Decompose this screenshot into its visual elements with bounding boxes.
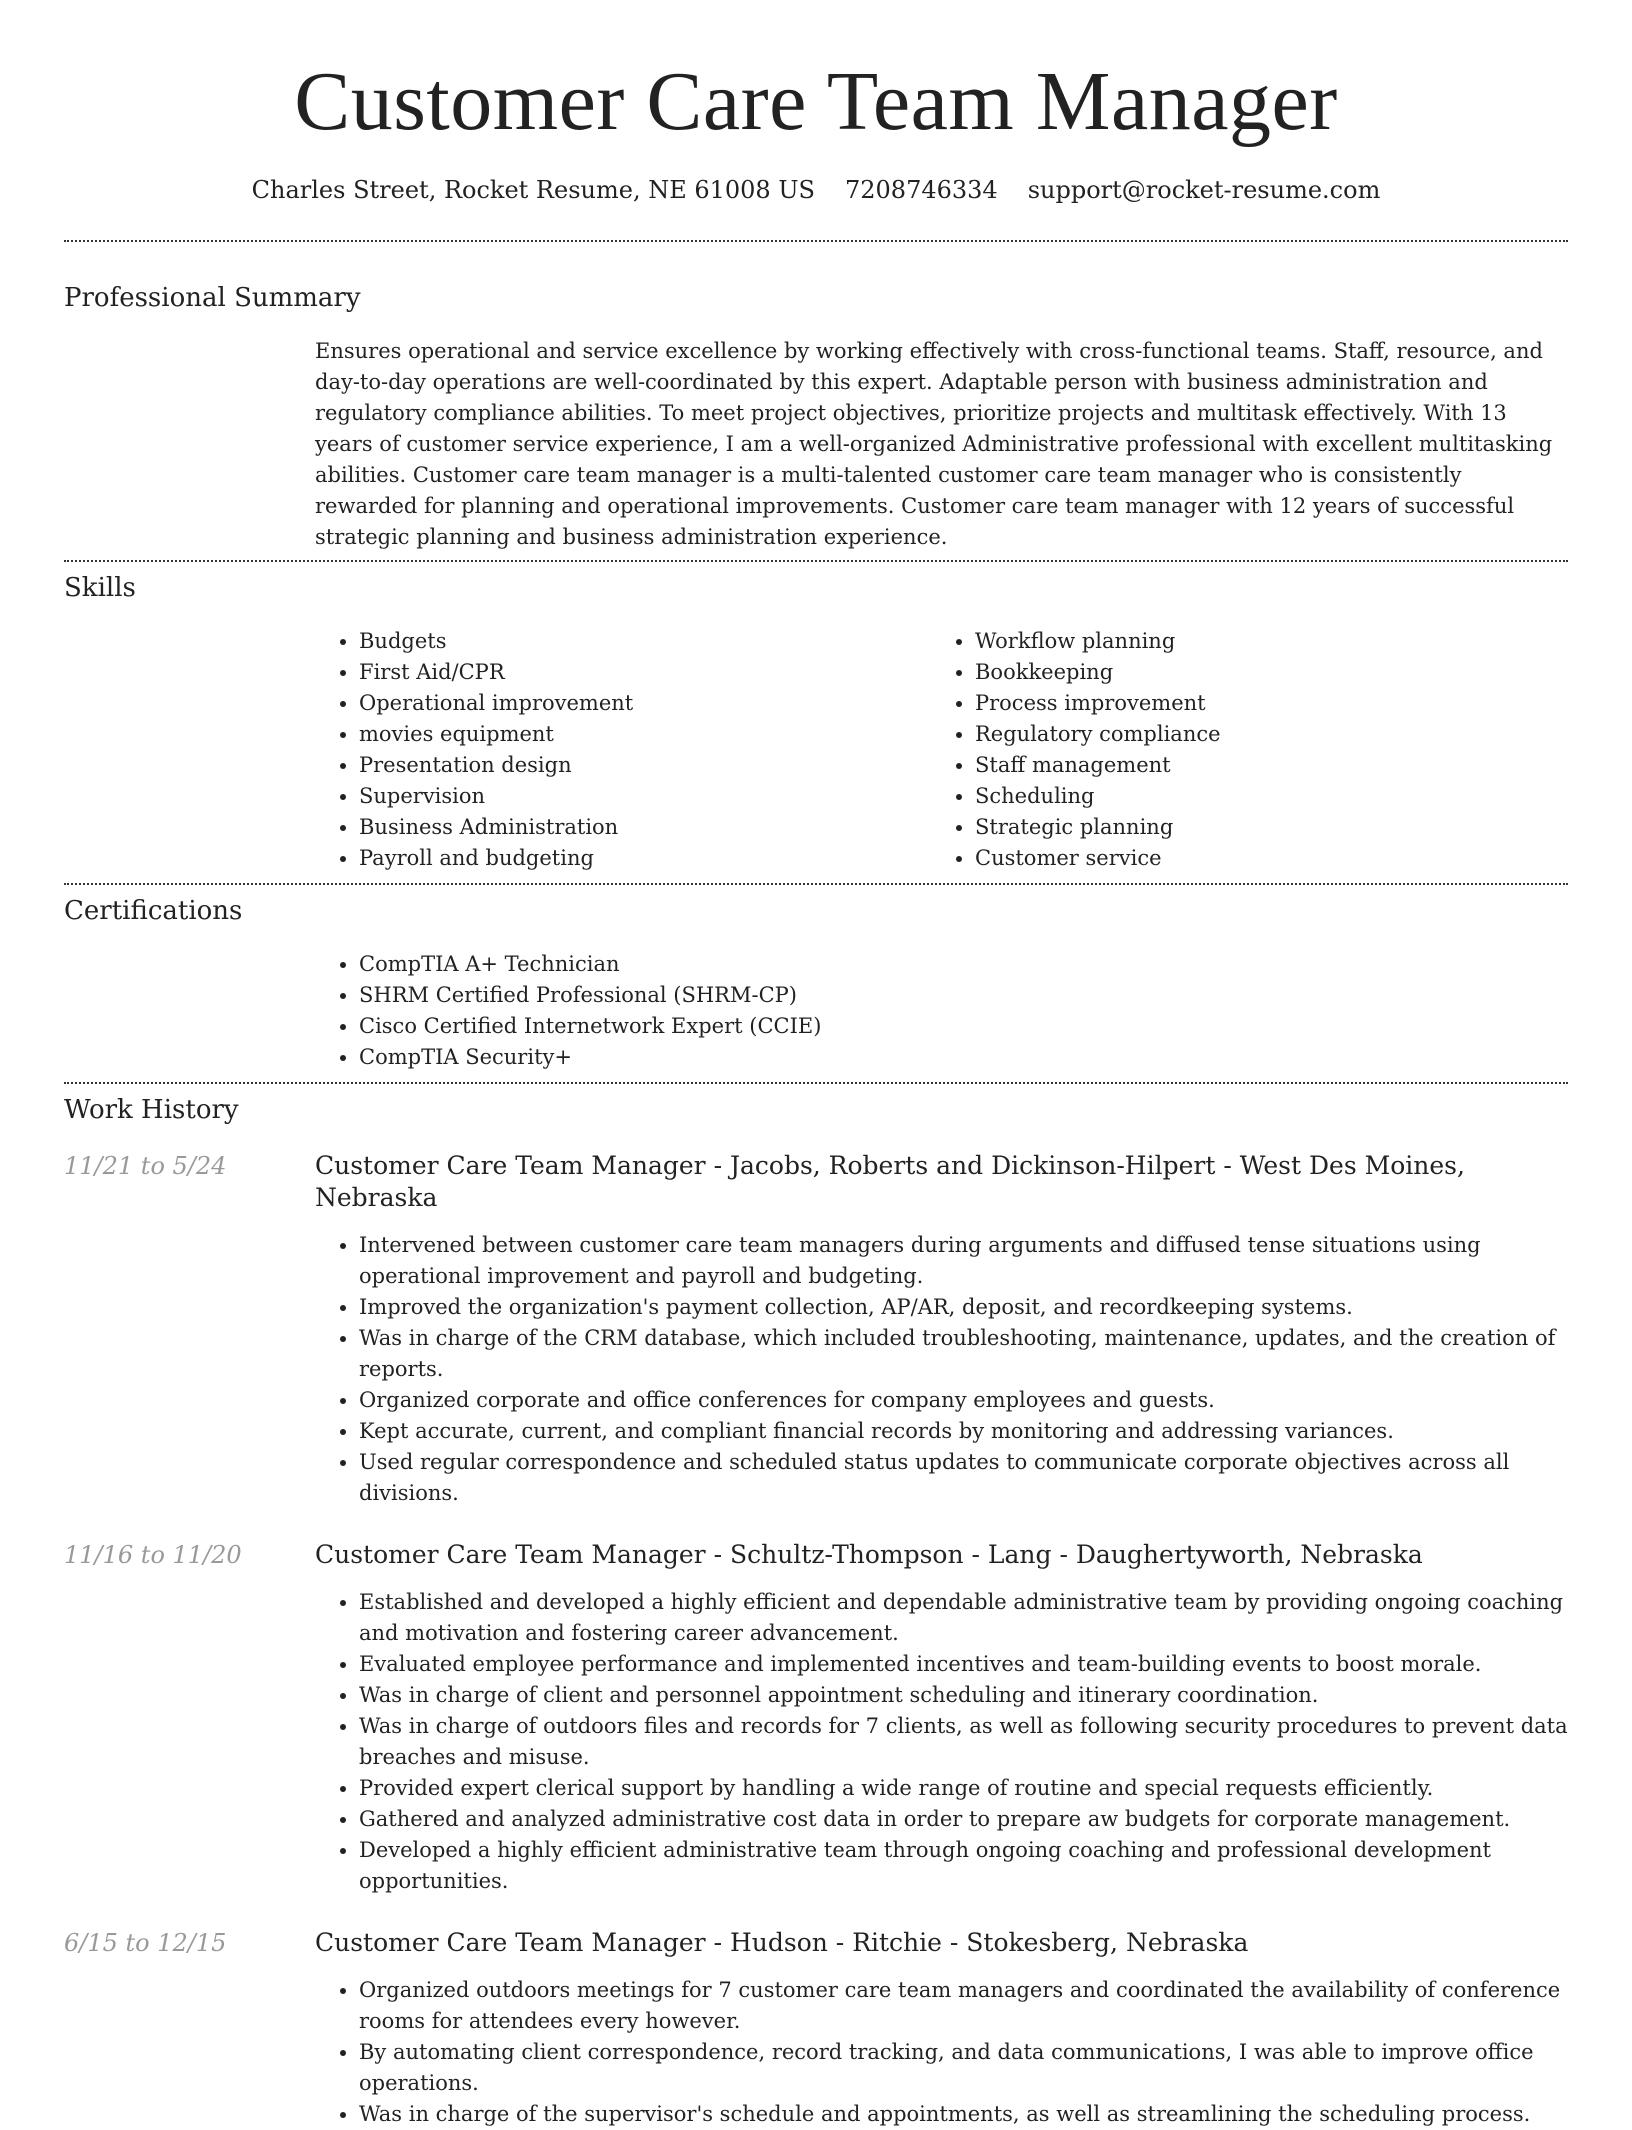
job-dates: 6/15 to 12/15 bbox=[64, 1929, 227, 1957]
job-bullet: • Improved the organization's payment collection, AP/AR, deposit, and recordkeeping systems. bbox=[359, 1292, 1568, 1323]
job-bullet: • Provided expert clerical support by handling a wide range of routine and special requests efficiently. bbox=[359, 1773, 1568, 1804]
job-header bbox=[64, 1150, 1568, 1214]
skill-item: • Staff management bbox=[975, 750, 1547, 781]
certifications-section bbox=[64, 885, 1568, 1073]
contact-phone: 7208746334 bbox=[845, 176, 998, 204]
certifications-list bbox=[315, 949, 1568, 1073]
job-header bbox=[64, 1539, 1568, 1571]
certifications-content bbox=[315, 949, 1568, 1073]
contact-email: support@rocket-resume.com bbox=[1027, 176, 1381, 204]
skill-item: • Presentation design bbox=[359, 750, 931, 781]
job-heading: Customer Care Team Manager - Schultz-Thompson - Lang - Daughertyworth, Nebraska bbox=[315, 1540, 1423, 1569]
work-history-heading: Work History bbox=[64, 1095, 239, 1125]
job-header bbox=[64, 1927, 1568, 1959]
certification-item: • CompTIA A+ Technician bbox=[359, 949, 1568, 980]
skill-item: • Supervision bbox=[359, 781, 931, 812]
skill-item: • Customer service bbox=[975, 843, 1547, 874]
job-bullet: • Organized corporate and office conferences for company employees and guests. bbox=[359, 1385, 1568, 1416]
skills-section bbox=[64, 562, 1568, 874]
summary-section bbox=[64, 242, 1568, 553]
skill-item: • Budgets bbox=[359, 626, 931, 657]
skills-list-right bbox=[931, 626, 1547, 874]
skill-item: • Scheduling bbox=[975, 781, 1547, 812]
job-bullets bbox=[315, 1975, 1568, 2130]
skills-heading: Skills bbox=[64, 573, 136, 603]
resume-name: Customer Care Team Manager bbox=[294, 55, 1338, 148]
job-entry bbox=[64, 1927, 1568, 2130]
job-heading: Customer Care Team Manager - Hudson - Ritchie - Stokesberg, Nebraska bbox=[315, 1928, 1249, 1957]
job-bullets bbox=[315, 1587, 1568, 1897]
skill-item: • Regulatory compliance bbox=[975, 719, 1547, 750]
certification-item: • CompTIA Security+ bbox=[359, 1042, 1568, 1073]
job-heading: Customer Care Team Manager - Jacobs, Roberts and Dickinson-Hilpert - West Des Moines, Nebraska bbox=[315, 1151, 1465, 1212]
skill-item: • Strategic planning bbox=[975, 812, 1547, 843]
job-bullet: • By automating client correspondence, record tracking, and data communications, I was able to improve office operations. bbox=[359, 2037, 1568, 2099]
job-bullet: • Gathered and analyzed administrative cost data in order to prepare aw budgets for corporate management. bbox=[359, 1804, 1568, 1835]
skill-item: • Business Administration bbox=[359, 812, 931, 843]
job-bullet: • Evaluated employee performance and implemented incentives and team-building events to boost morale. bbox=[359, 1649, 1568, 1680]
skill-item: • movies equipment bbox=[359, 719, 931, 750]
job-bullet-list bbox=[315, 1230, 1568, 1509]
skill-item: • Workflow planning bbox=[975, 626, 1547, 657]
job-bullet: • Used regular correspondence and scheduled status updates to communicate corporate objectives across all divisions. bbox=[359, 1447, 1568, 1509]
summary-text: Ensures operational and service excellence by working effectively with cross-functional teams. Staff, resource, and day-to-day operations are well-coordinated by this expert. Adaptable person with business administration and regulatory compliance abilities. To meet project objectives, prioritize projects and multitask effectively. With 13 years of customer service experience, I am a well-organized Administrative professional with excellent multitasking abilities. Customer care team manager is a multi-talented customer care team manager who is consistently rewarded for planning and operational improvements. Customer care team manager with 12 years of successful strategic planning and business administration experience. bbox=[315, 339, 1553, 549]
skill-item: • Payroll and budgeting bbox=[359, 843, 931, 874]
summary-content bbox=[315, 336, 1568, 553]
job-bullet: • Was in charge of client and personnel appointment scheduling and itinerary coordination. bbox=[359, 1680, 1568, 1711]
job-bullet: • Developed a highly efficient administrative team through ongoing coaching and professional development opportunities. bbox=[359, 1835, 1568, 1897]
certification-item: • Cisco Certified Internetwork Expert (CCIE) bbox=[359, 1011, 1568, 1042]
job-bullet-list bbox=[315, 1587, 1568, 1897]
job-bullet: • Established and developed a highly efficient and dependable administrative team by providing ongoing coaching and motivation and fostering career advancement. bbox=[359, 1587, 1568, 1649]
skills-list-left bbox=[315, 626, 931, 874]
job-bullet: • Was in charge of outdoors files and records for 7 clients, as well as following security procedures to prevent data breaches and misuse. bbox=[359, 1711, 1568, 1773]
skill-item: • Operational improvement bbox=[359, 688, 931, 719]
job-bullets bbox=[315, 1230, 1568, 1509]
certifications-heading: Certifications bbox=[64, 896, 243, 926]
job-bullet: • Kept accurate, current, and compliant financial records by monitoring and addressing variances. bbox=[359, 1416, 1568, 1447]
job-bullet: • Intervened between customer care team managers during arguments and diffused tense situations using operational improvement and payroll and budgeting. bbox=[359, 1230, 1568, 1292]
summary-heading: Professional Summary bbox=[64, 283, 361, 313]
job-bullet-list bbox=[315, 1975, 1568, 2130]
job-bullet: • Was in charge of the supervisor's schedule and appointments, as well as streamlining the scheduling process. bbox=[359, 2099, 1568, 2130]
job-entry bbox=[64, 1539, 1568, 1897]
contact-address: Charles Street, Rocket Resume, NE 61008 US bbox=[251, 176, 815, 204]
contact-line bbox=[64, 174, 1568, 206]
work-history-section bbox=[64, 1084, 1568, 2130]
job-dates: 11/16 to 11/20 bbox=[64, 1541, 242, 1569]
job-entry bbox=[64, 1150, 1568, 1509]
job-bullet: • Was in charge of the CRM database, which included troubleshooting, maintenance, updates, and the creation of reports. bbox=[359, 1323, 1568, 1385]
certification-item: • SHRM Certified Professional (SHRM-CP) bbox=[359, 980, 1568, 1011]
job-dates: 11/21 to 5/24 bbox=[64, 1152, 227, 1180]
skill-item: • Bookkeeping bbox=[975, 657, 1547, 688]
skill-item: • Process improvement bbox=[975, 688, 1547, 719]
skills-content bbox=[315, 626, 1568, 874]
job-bullet: • Organized outdoors meetings for 7 customer care team managers and coordinated the availability of conference rooms for attendees every however. bbox=[359, 1975, 1568, 2037]
skill-item: • First Aid/CPR bbox=[359, 657, 931, 688]
